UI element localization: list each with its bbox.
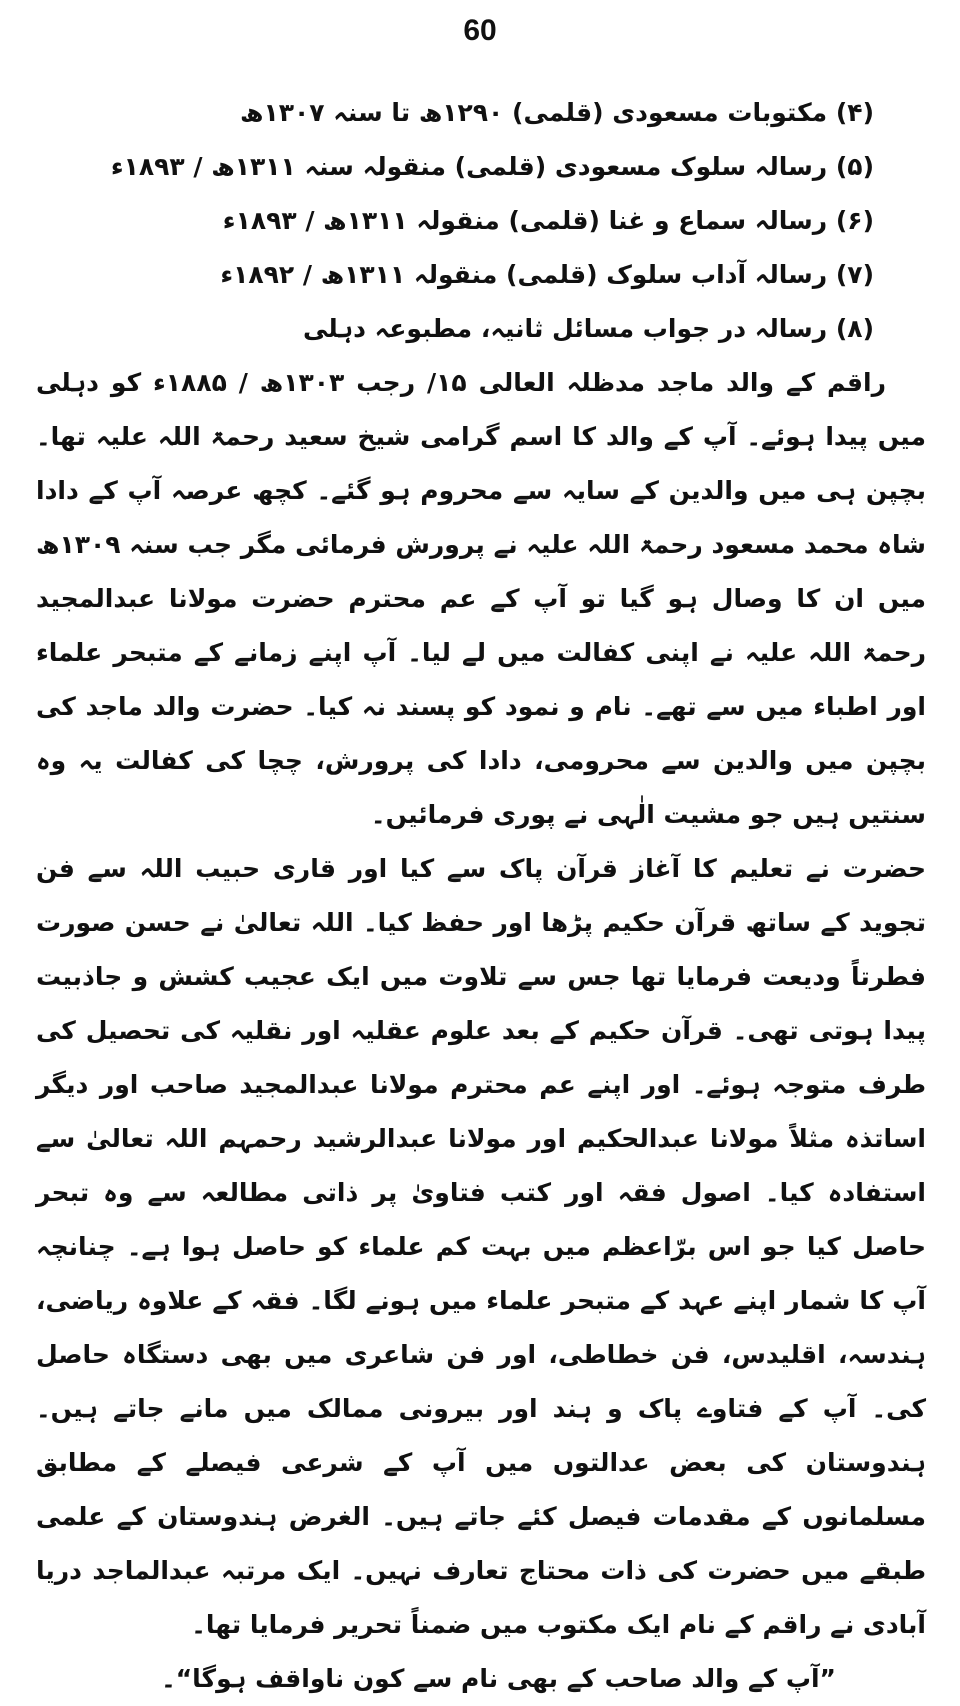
page-number: 60: [463, 14, 497, 47]
works-list: [36, 86, 926, 356]
list-item: (۴) مکتوبات مسعودی (قلمی) ۱۲۹۰ھ تا سنہ ۱۳۰۷ھ: [240, 98, 874, 127]
quotation: ”آپ کے والد صاحب کے بھی نام سے کون ناواقف ہوگا“۔: [161, 1664, 836, 1693]
list-item: (۶) رسالہ سماع و غنا (قلمی) منقولہ ۱۳۱۱ھ / ۱۸۹۳ء: [222, 206, 874, 235]
page-body: [36, 86, 926, 1706]
list-item: (۷) رسالہ آداب سلوک (قلمی) منقولہ ۱۳۱۱ھ / ۱۸۹۲ء: [220, 260, 874, 289]
list-item: (۵) رسالہ سلوک مسعودی (قلمی) منقولہ سنہ ۱۳۱۱ھ / ۱۸۹۳ء: [110, 152, 874, 181]
list-item: (۸) رسالہ در جواب مسائل ثانیہ، مطبوعہ دہلی: [303, 314, 874, 343]
paragraph-biography: راقم کے والد ماجد مدظلہ العالی ۱۵/ رجب ۱۳۰۳ھ / ۱۸۸۵ء کو دہلی میں پیدا ہوئے۔ آپ کے والد کا اسم گرامی شیخ سعید رحمۃ اللہ علیہ تھا۔ بچپن ہی میں والدین کے سایہ سے محروم ہو گئے۔ کچھ عرصہ آپ کے دادا شاہ محمد مسعود رحمۃ اللہ علیہ نے پرورش فرمائی مگر جب سنہ ۱۳۰۹ھ میں ان کا وصال ہو گیا تو آپ کے عم محترم حضرت مولانا عبدالمجید رحمۃ اللہ علیہ نے اپنی کفالت میں لے لیا۔ آپ اپنے زمانے کے متبحر علماء اور اطباء میں سے تھے۔ نام و نمود کو پسند نہ کیا۔ حضرت والد ماجد کی بچپن میں والدین سے محرومی، دادا کی پرورش، چچا کی کفالت یہ وہ سنتیں ہیں جو مشیت الٰہی نے پوری فرمائیں۔: [36, 368, 926, 829]
paragraph-education: حضرت نے تعلیم کا آغاز قرآن پاک سے کیا اور قاری حبیب اللہ سے فن تجوید کے ساتھ قرآن حکیم پڑھا اور حفظ کیا۔ اللہ تعالیٰ نے حسن صورت فطرتاً ودیعت فرمایا تھا جس سے تلاوت میں ایک عجیب کشش و جاذبیت پیدا ہوتی تھی۔ قرآن حکیم کے بعد علوم عقلیہ اور نقلیہ کی تحصیل کی طرف متوجہ ہوئے۔ اور اپنے عم محترم مولانا عبدالمجید صاحب اور دیگر اساتذہ مثلاً مولانا عبدالحکیم اور مولانا عبدالرشید رحمہم اللہ تعالیٰ سے استفادہ کیا۔ اصول فقہ اور کتب فتاویٰ پر ذاتی مطالعہ سے وہ تبحر حاصل کیا جو اس برّاعظم میں بہت کم علماء کو حاصل ہوا ہے۔ چنانچہ آپ کا شمار اپنے عہد کے متبحر علماء میں ہونے لگا۔ فقہ کے علاوہ ریاضی، ہندسہ، اقلیدس، فن خطاطی، اور فن شاعری میں بھی دستگاہ حاصل کی۔ آپ کے فتاوے پاک و ہند اور بیرونی ممالک میں مانے جاتے ہیں۔ ہندوستان کی بعض عدالتوں میں آپ کے شرعی فیصلے کے مطابق مسلمانوں کے مقدمات فیصل کئے جاتے ہیں۔ الغرض ہندوستان کے علمی طبقے میں حضرت کی ذات محتاج تعارف نہیں۔ ایک مرتبہ عبدالماجد دریا آبادی نے راقم کے نام ایک مکتوب میں ضمناً تحریر فرمایا تھا۔: [36, 854, 926, 1639]
